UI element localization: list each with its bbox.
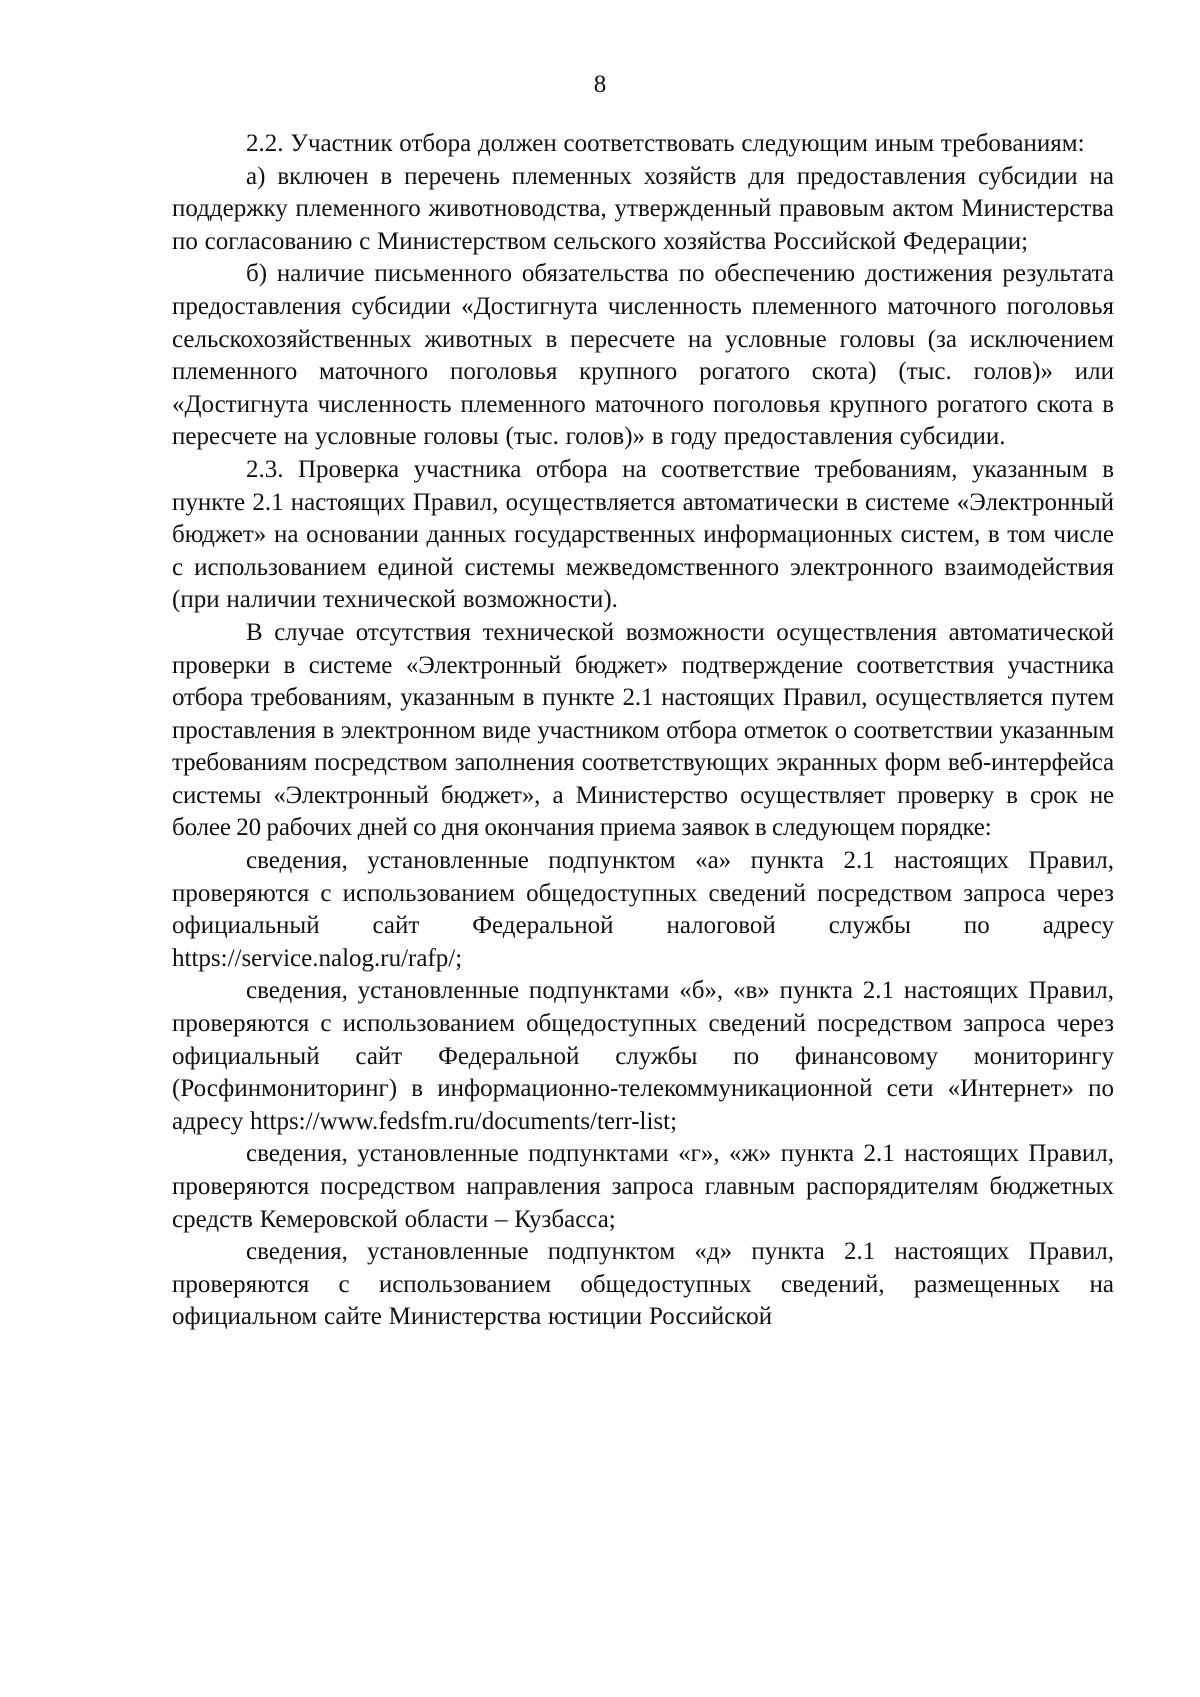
- paragraph-2-2: 2.2. Участник отбора должен соответствовать следующим иным требованиям:: [246, 130, 1085, 157]
- paragraph-2-2-a: а) включен в перечень племенных хозяйств для предоставления субсидии на поддержку племенного животноводства, утвержденный правовым актом Министерства по согласованию с Министерством сельского хозяйства Российской Федерации;: [172, 162, 1114, 255]
- paragraph-2-3: 2.3. Проверка участника отбора на соответствие требованиям, указанным в пункте 2.1 настоящих Правил, осуществляется автоматически в системе «Электронный бюджет» на основании данных государственных информационных систем, в том числе с использованием единой системы межведомственного электронного взаимодействия (при наличии технической возможности).: [172, 455, 1114, 614]
- document-body: [172, 128, 1114, 1334]
- paragraph-2-2-b: б) наличие письменного обязательства по обеспечению достижения результата предоставления субсидии «Достигнута численность племенного маточного поголовья сельскохозяйственных животных в пересчете на условные головы (за исключением племенного маточного поголовья крупного рогатого скота) (тыс. голов)» или «Достигнута численность племенного маточного поголовья крупного рогатого скота в пересчете на условные головы (тыс. голов)» в году предоставления субсидии.: [172, 260, 1114, 451]
- paragraph-no-technical-possibility: В случае отсутствия технической возможности осуществления автоматической проверки в системе «Электронный бюджет» подтверждение соответствия участника отбора требованиям, указанным в пункте 2.1 настоящих Правил, осуществляется путем проставления в электронном виде участником отбора отметок о соответствии указанным требованиям посредством заполнения соответствующих экранных форм веб-интерфейса системы «Электронный бюджет», а Министерство осуществляет проверку в срок не более 20 рабочих дней со дня окончания приема заявок в следующем порядке:: [172, 618, 1114, 842]
- page-number: 8: [593, 71, 607, 98]
- paragraph-check-subpoint-d: сведения, установленные подпунктом «д» пункта 2.1 настоящих Правил, проверяются с использованием общедоступных сведений, размещенных на официальном сайте Министерства юстиции Российской: [172, 1238, 1114, 1331]
- paragraph-check-subpoint-a: сведения, установленные подпунктом «а» пункта 2.1 настоящих Правил, проверяются с использованием общедоступных сведений посредством запроса через официальный сайт Федеральной налоговой службы по адресу https://service.nalog.ru/rafp/;: [172, 847, 1114, 972]
- paragraph-check-subpoints-b-v: сведения, установленные подпунктами «б», «в» пункта 2.1 настоящих Правил, проверяются с использованием общедоступных сведений посредством запроса через официальный сайт Федеральной службы по финансовому мониторингу (Росфинмониторинг) в информационно-телекоммуникационной сети «Интернет» по адресу https://www.fedsfm.ru/documents/terr-list;: [172, 977, 1114, 1135]
- paragraph-check-subpoints-g-zh: сведения, установленные подпунктами «г», «ж» пункта 2.1 настоящих Правил, проверяются посредством направления запроса главным распорядителям бюджетных средств Кемеровской области – Кузбасса;: [172, 1140, 1114, 1233]
